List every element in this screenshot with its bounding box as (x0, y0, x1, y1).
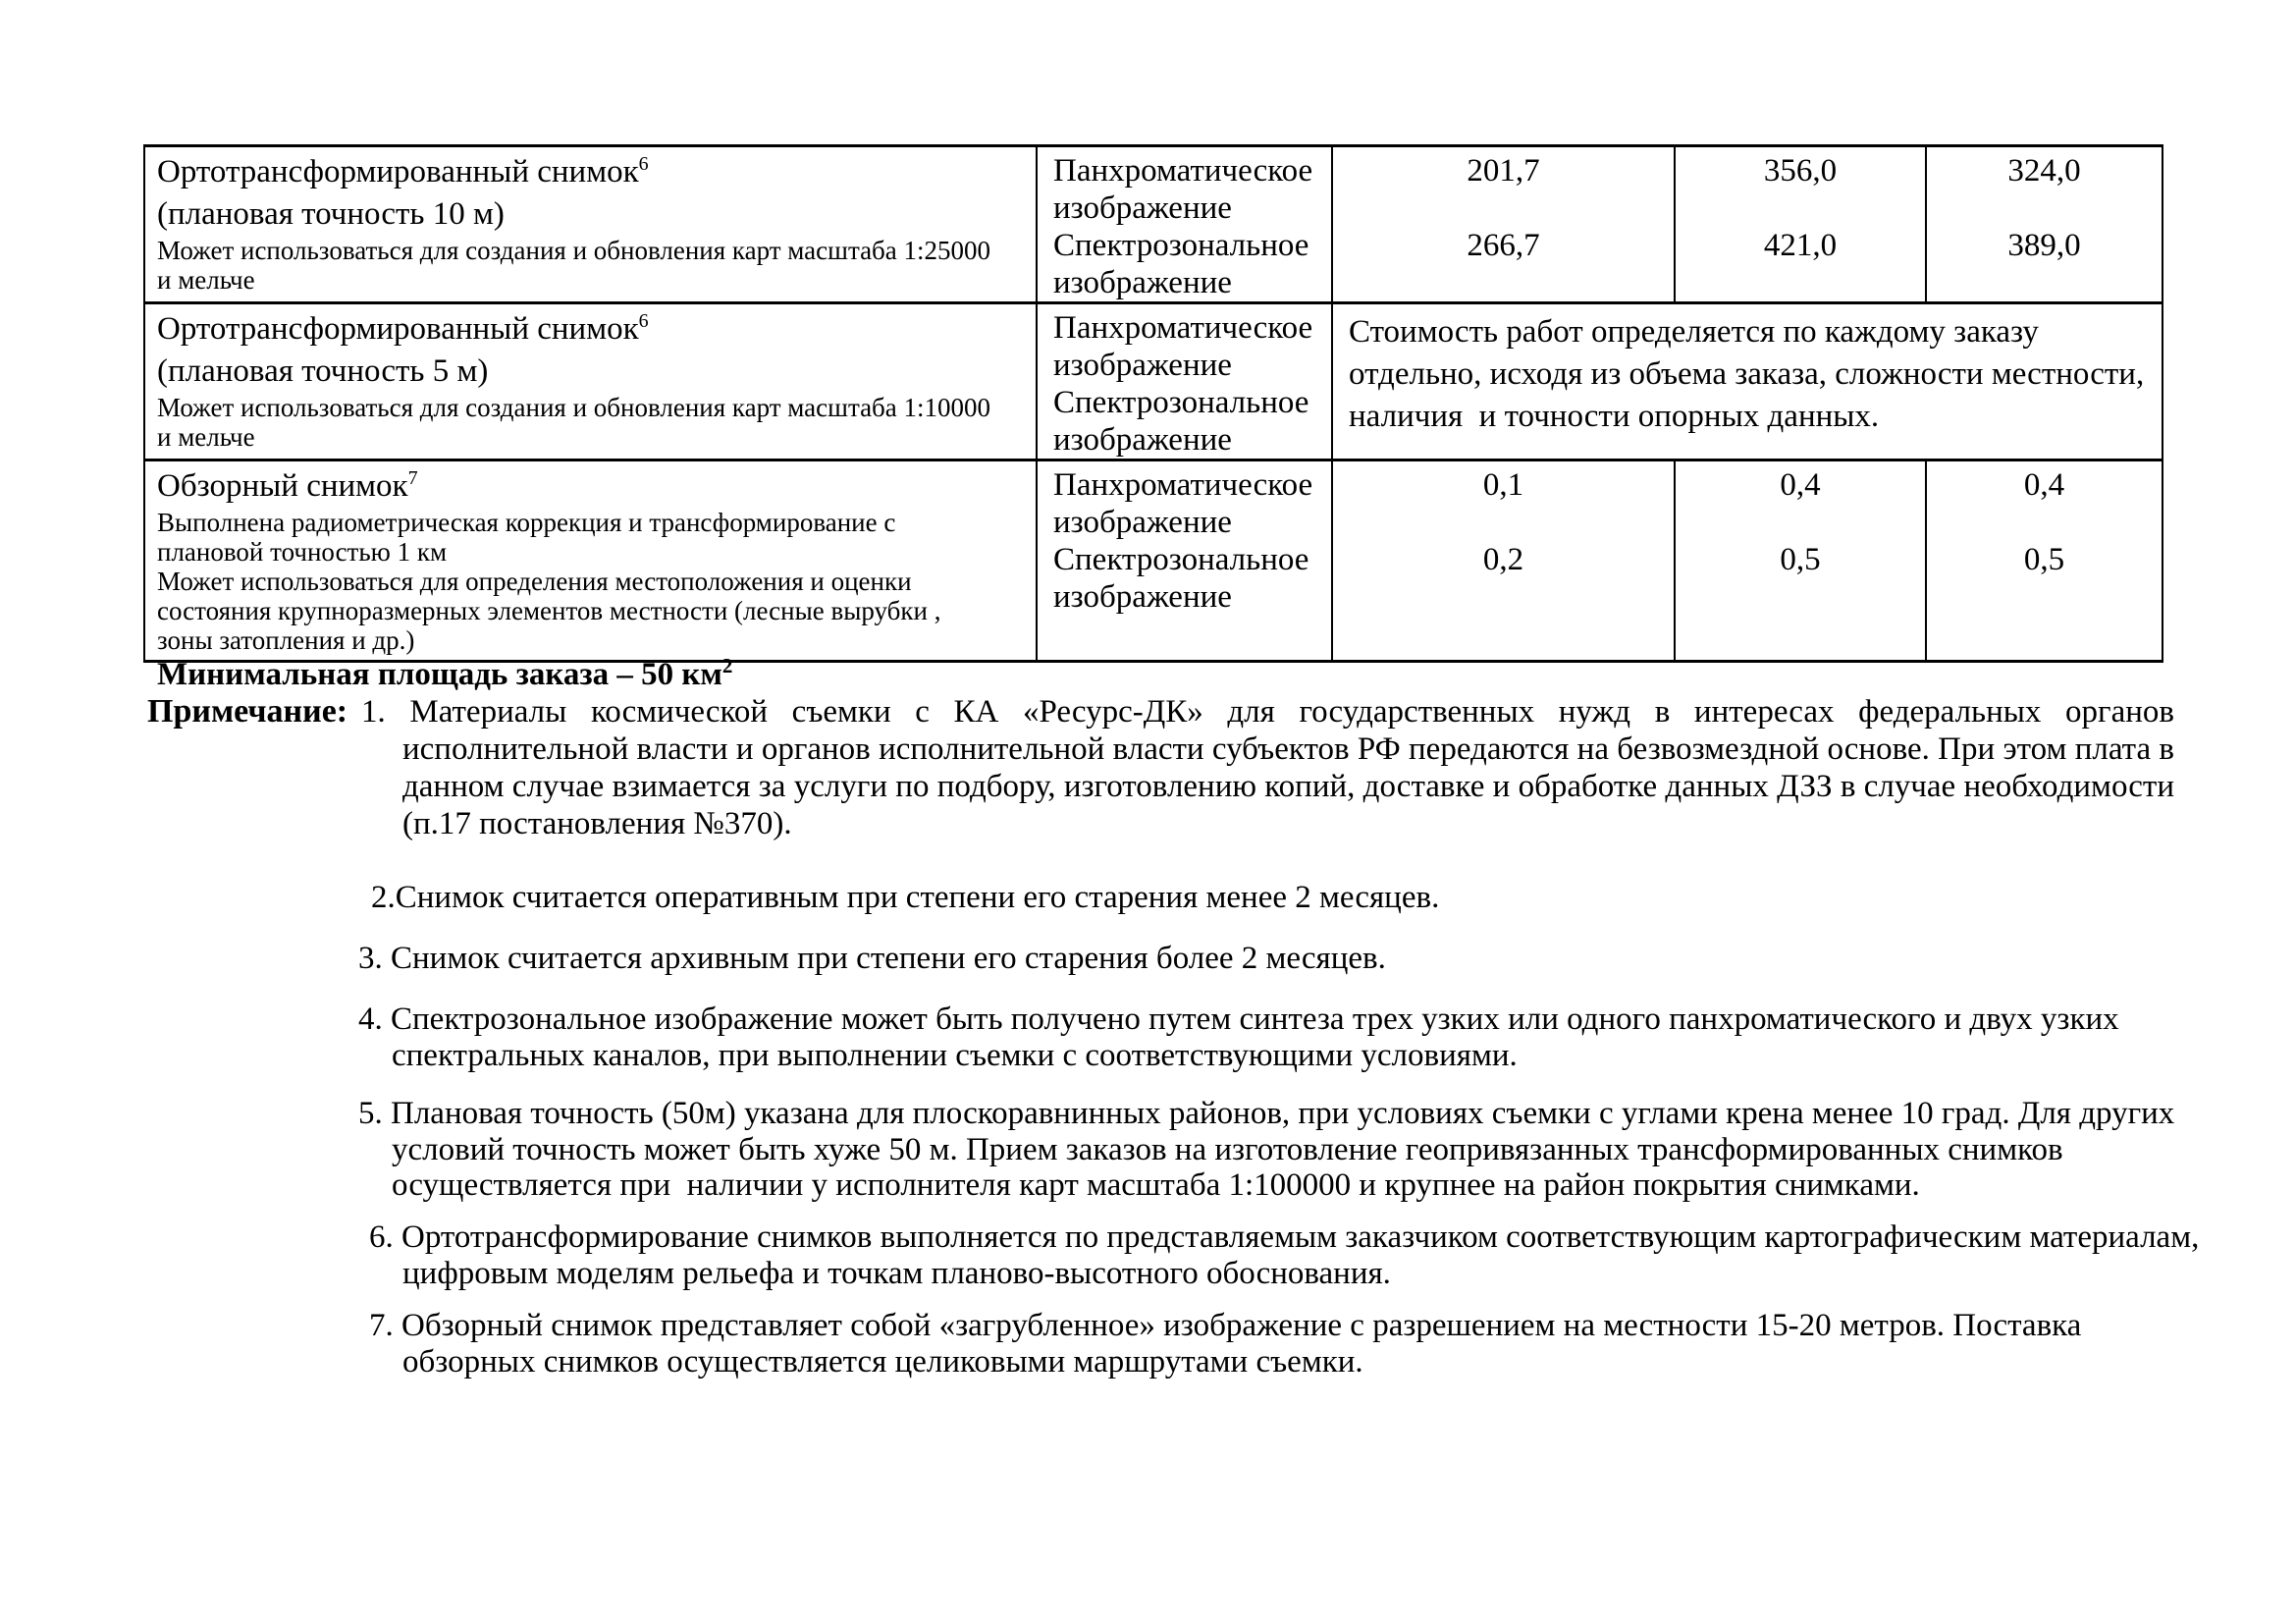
product-cell (144, 146, 1037, 303)
image-type-line: изображение (1053, 265, 1232, 300)
image-type-line: Панхроматическое (1053, 310, 1313, 346)
custom-price-note-cell: Стоимость работ определяется по каждому заказу отдельно, исходя из объема заказа, сложности местности, наличия и точности опорных данных. (1332, 303, 2163, 460)
product-title-text: Ортотрансформированный снимок (157, 154, 639, 189)
price-spec: 266,7 (1467, 228, 1540, 263)
note-item-1: 1. Материалы космической съемки с КА «Ресурс-ДК» для государственных нужд в интересах федеральных органов исполнительной власти и органов исполнительной власти субъектов РФ передаются на безвозмездной основе. При этом плата в данном случае взимается за услуги по подбору, изготовлению копий, доставке и обработке данных ДЗЗ в случае необходимости (п.17 постановления №370). (361, 694, 2174, 841)
image-type-line: изображение (1053, 505, 1232, 540)
product-title (157, 308, 1026, 351)
price-pan: 356,0 (1763, 153, 1838, 189)
product-description-line: плановой точностью 1 км (157, 537, 448, 567)
price-spec: 0,2 (1482, 542, 1524, 577)
price-spec: 389,0 (2007, 228, 2081, 263)
price-spec: 421,0 (1763, 228, 1838, 263)
minimum-order-area-text: Минимальная площадь заказа – 50 км (157, 657, 722, 692)
note-item-2: 2.Снимок считается оперативным при степени его старения менее 2 месяцев. (371, 880, 1440, 915)
product-title (157, 465, 1026, 508)
price-table (143, 144, 2163, 663)
image-type-line: Панхроматическое (1053, 153, 1313, 189)
footnote-ref: 6 (638, 153, 649, 175)
price-pan: 0,4 (2023, 467, 2065, 503)
product-subtitle: (плановая точность 10 м) (157, 196, 505, 232)
price-pan: 0,4 (1780, 467, 1821, 503)
notes-label: Примечание: (147, 693, 348, 730)
product-description-line: Может использоваться для создания и обновления карт масштаба 1:25000 (157, 236, 991, 265)
price-cell (1675, 146, 1926, 303)
image-type-line: изображение (1053, 422, 1232, 458)
footnote-ref: 7 (407, 467, 418, 489)
image-type-cell (1037, 146, 1332, 303)
table-row-ortho-10m (144, 146, 2163, 303)
product-cell (144, 303, 1037, 460)
superscript-2: 2 (721, 654, 733, 677)
footnote-ref: 6 (638, 310, 649, 332)
product-subtitle: (плановая точность 5 м) (157, 353, 489, 389)
note-item-7: 7. Обзорный снимок представляет собой «загрубленное» изображение с разрешением на местности 15-20 метров. Поставка обзорных снимков осуществляется целиковыми маршрутами съемки. (369, 1308, 2090, 1380)
note-item-3: 3. Снимок считается архивным при степени его старения более 2 месяцев. (358, 941, 1386, 976)
table-row-ortho-5m (144, 303, 2163, 460)
image-type-line: Спектрозональное (1053, 385, 1309, 420)
price-spec: 0,5 (2023, 542, 2065, 577)
product-title (157, 151, 1026, 193)
product-description-line: Может использоваться для создания и обновления карт масштаба 1:10000 (157, 393, 991, 422)
image-type-line: Панхроматическое (1053, 467, 1313, 503)
image-type-cell (1037, 460, 1332, 662)
image-type-line: Спектрозональное (1053, 542, 1309, 577)
price-spec: 0,5 (1780, 542, 1821, 577)
product-description-line: и мельче (157, 422, 255, 452)
image-type-line: изображение (1053, 348, 1232, 383)
product-description-line: состояния крупноразмерных элементов местности (лесные вырубки , (157, 596, 941, 625)
minimum-order-area (157, 656, 732, 693)
product-title-text: Ортотрансформированный снимок (157, 311, 639, 347)
product-description-line: Может использоваться для определения местоположения и оценки (157, 567, 912, 596)
price-cell (1332, 146, 1675, 303)
product-description-line: и мельче (157, 265, 255, 295)
image-type-line: Спектрозональное (1053, 228, 1309, 263)
product-cell (144, 460, 1037, 662)
image-type-cell (1037, 303, 1332, 460)
product-description-line: Выполнена радиометрическая коррекция и трансформирование с (157, 508, 896, 537)
image-type-line: изображение (1053, 190, 1232, 226)
price-pan: 201,7 (1467, 153, 1540, 189)
price-pan: 0,1 (1482, 467, 1524, 503)
note-item-4: 4. Спектрозональное изображение может быть получено путем синтеза трех узких или одного панхроматического и двух узких спектральных каналов, при выполнении съемки с соответствующими условиями. (358, 1001, 2127, 1073)
note-item-6: 6. Ортотрансформирование снимков выполняется по представляемым заказчиком соответствующим картографическим материалам, цифровым моделям рельефа и точкам планово-высотного обоснования. (369, 1219, 2208, 1291)
product-title-text: Обзорный снимок (157, 468, 408, 504)
price-cell (1926, 146, 2163, 303)
price-cell (1926, 460, 2163, 662)
table-row-overview (144, 460, 2163, 662)
price-cell (1332, 460, 1675, 662)
price-pan: 324,0 (2007, 153, 2081, 189)
image-type-line: изображение (1053, 579, 1232, 615)
note-item-5: 5. Плановая точность (50м) указана для плоскоравнинных районов, при условиях съемки с углами крена менее 10 град. Для других условий точность может быть хуже 50 м. Прием заказов на изготовление геопривязанных трансформированных снимков осуществляется при наличии у исполнителя карт масштаба 1:100000 и крупнее на район покрытия снимками. (358, 1096, 2183, 1203)
product-description-line: зоны затопления и др.) (157, 625, 415, 655)
price-cell (1675, 460, 1926, 662)
